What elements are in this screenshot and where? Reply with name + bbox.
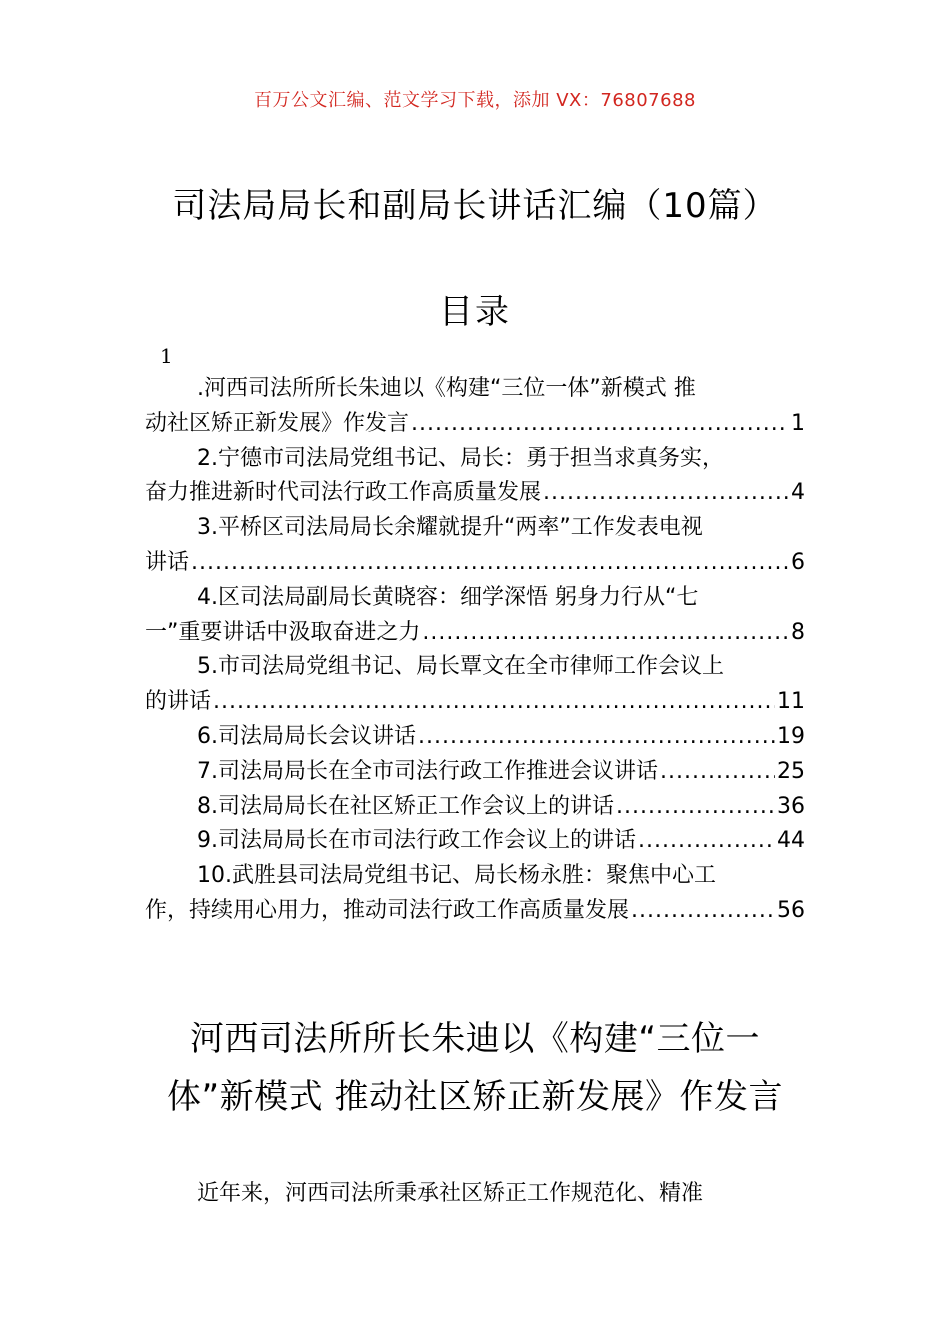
- toc-page-number: 25: [777, 758, 805, 784]
- toc-page-number: 6: [791, 549, 805, 575]
- toc-entry-text: 动社区矫正新发展》作发言: [145, 410, 410, 436]
- section-title: [0, 1010, 950, 1126]
- toc-entry-text: 一”重要讲话中汲取奋进之力: [145, 619, 421, 645]
- table-of-contents: [145, 372, 805, 929]
- toc-entry-text: 奋力推进新时代司法行政工作高质量发展: [145, 480, 542, 506]
- toc-entry-line: [145, 894, 805, 929]
- toc-entry-text: 8.司法局局长在社区矫正工作会议上的讲话: [197, 793, 614, 819]
- toc-entry-text: .河西司法所所长朱迪以《构建“三位一体”新模式 推: [197, 376, 696, 401]
- body-paragraph: 近年来，河西司法所秉承社区矫正工作规范化、精准: [197, 1181, 704, 1206]
- toc-heading: 目录: [439, 292, 511, 332]
- toc-page-number: 1: [791, 410, 805, 436]
- toc-page-number: 36: [777, 793, 805, 819]
- toc-entry-line: [145, 442, 805, 477]
- toc-page-number: 8: [791, 619, 805, 645]
- toc-page-number: 19: [777, 723, 805, 749]
- section-title-line: 体”新模式 推动社区矫正新发展》作发言: [167, 1077, 783, 1117]
- toc-entry-line: [145, 859, 805, 894]
- toc-entry-line: [145, 616, 805, 651]
- toc-entry-line: [145, 581, 805, 616]
- toc-dot-leader: [191, 546, 789, 581]
- toc-page-number: 44: [777, 828, 805, 854]
- toc-dot-leader: [213, 685, 775, 720]
- toc-dot-leader: [422, 616, 789, 651]
- toc-dot-leader: [616, 790, 775, 825]
- toc-entry-line: [145, 650, 805, 685]
- toc-entry[interactable]: [145, 824, 805, 859]
- toc-entry-line: [145, 407, 805, 442]
- toc-entry[interactable]: [145, 720, 805, 755]
- section-title-line: 河西司法所所长朱迪以《构建“三位一: [189, 1019, 761, 1059]
- toc-entry[interactable]: [145, 755, 805, 790]
- toc-entry[interactable]: [145, 859, 805, 929]
- toc-entry-text: 2.宁德市司法局党组书记、局长：勇于担当求真务实，: [197, 445, 724, 471]
- toc-entry-text: 的讲话: [145, 689, 212, 715]
- toc-entry-line: [145, 720, 805, 755]
- toc-page-number: 56: [777, 897, 805, 923]
- toc-page-number: 4: [791, 480, 805, 506]
- toc-entry-line: [145, 546, 805, 581]
- toc-entry-text: 7.司法局局长在全市司法行政工作推进会议讲话: [197, 758, 658, 784]
- toc-entry[interactable]: [145, 511, 805, 581]
- toc-entry-line: [145, 372, 805, 407]
- toc-dot-leader: [638, 824, 775, 859]
- toc-dot-leader: [543, 476, 789, 511]
- toc-dot-leader: [660, 755, 775, 790]
- toc-page-number: 11: [777, 689, 805, 715]
- toc-entry-text: 3.平桥区司法局局长余耀就提升“两率”工作发表电视: [197, 515, 703, 541]
- toc-entry[interactable]: [145, 442, 805, 512]
- toc-entry-line: [145, 476, 805, 511]
- toc-entry-text: 5.市司法局党组书记、局长覃文在全市律师工作会议上: [197, 654, 724, 680]
- toc-entry[interactable]: [145, 581, 805, 651]
- toc-entry[interactable]: [145, 650, 805, 720]
- toc-entry-text: 4.区司法局副局长黄晓容：细学深悟 躬身力行从“七: [197, 584, 699, 610]
- toc-marker: 1: [160, 344, 173, 368]
- toc-entry[interactable]: [145, 790, 805, 825]
- toc-entry-text: 作，持续用心用力，推动司法行政工作高质量发展: [145, 897, 630, 923]
- promo-banner: 百万公文汇编、范文学习下载，添加 VX：76807688: [254, 90, 696, 111]
- document-title: 司法局局长和副局长讲话汇编（10篇）: [172, 186, 778, 226]
- toc-entry-text: 9.司法局局长在市司法行政工作会议上的讲话: [197, 828, 636, 854]
- toc-entry[interactable]: [145, 372, 805, 442]
- toc-dot-leader: [631, 894, 775, 929]
- toc-entry-text: 讲话: [145, 549, 190, 575]
- toc-entry-line: [145, 511, 805, 546]
- toc-entry-text: 6.司法局局长会议讲话: [197, 723, 416, 749]
- toc-entry-line: [145, 790, 805, 825]
- toc-entry-line: [145, 685, 805, 720]
- toc-entry-line: [145, 755, 805, 790]
- toc-dot-leader: [411, 407, 789, 442]
- toc-entry-text: 10.武胜县司法局党组书记、局长杨永胜：聚焦中心工: [197, 863, 716, 889]
- toc-dot-leader: [418, 720, 775, 755]
- toc-entry-line: [145, 824, 805, 859]
